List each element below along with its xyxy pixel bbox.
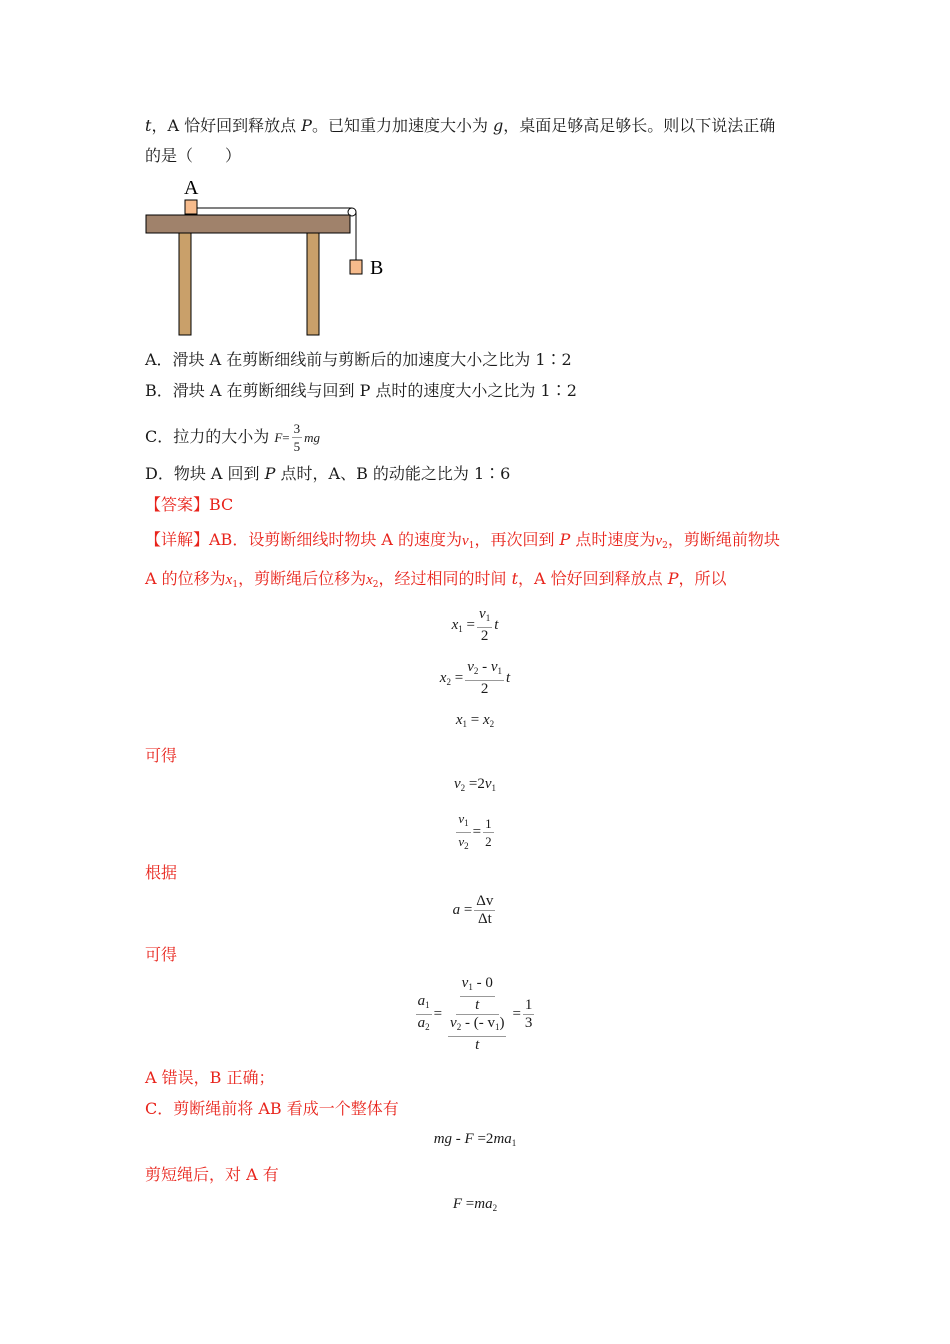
answer: 【答案】BC bbox=[145, 495, 234, 514]
text-keyi-1: 可得 bbox=[145, 746, 178, 765]
label-b: B bbox=[370, 257, 384, 279]
equation-6: a = $\frac{\Delta v}{\Delta t}$ bbox=[452, 893, 494, 927]
option-c: C．拉力的大小为 F= $\frac{3}{5}$ mg bbox=[145, 421, 321, 454]
table-leg-right bbox=[307, 233, 319, 335]
equation-3: $x_1 = x_2$ bbox=[455, 712, 495, 729]
question-line-2: 的是（ ） bbox=[145, 146, 242, 165]
option-d: D．物块 A 回到 P 点时，A、B 的动能之比为 1∶6 bbox=[145, 464, 511, 483]
table-pulley-figure bbox=[140, 172, 400, 346]
equation-5: $\frac{v_1}{v_2}$ = $\frac{1}{2}$ bbox=[458, 811, 492, 851]
equation-8: mg - $F =2ma_1$ bbox=[433, 1131, 517, 1148]
equation-7: $\frac{a_1}{a_2}$ = $\frac{\frac{v_1 - 0}{t}}{\frac{v_2 - (- v_1)}{t}}$ = $\frac{1}{3}$ bbox=[417, 975, 533, 1053]
table-top bbox=[146, 215, 350, 233]
question-line-1: t，A 恰好回到释放点 P。已知重力加速度大小为 g，桌面足够高足够长。则以下说法正确 bbox=[145, 116, 776, 135]
detail-line-2: A 的位移为$x_1$，剪断绳后位移为$x_2$，经过相同的时间 t，A 恰好回到释放点 P，所以 bbox=[145, 569, 727, 590]
text-keyi-2: 可得 bbox=[145, 945, 178, 964]
block-b bbox=[350, 260, 362, 274]
text-conclusion: A 错误，B 正确； bbox=[145, 1068, 275, 1087]
equation-1: $x_1$ = $\frac{v_1}{2}$ t bbox=[451, 606, 499, 644]
var-t: t bbox=[145, 116, 152, 135]
table-leg-left bbox=[179, 233, 191, 335]
label-a: A bbox=[184, 177, 199, 199]
text-c-line: C．剪断绳前将 AB 看成一个整体有 bbox=[145, 1099, 399, 1118]
block-a bbox=[185, 200, 197, 214]
equation-4: $v_2 =2v_1$ bbox=[453, 776, 497, 793]
option-b: B．滑块 A 在剪断细线与回到 P 点时的速度大小之比为 1∶2 bbox=[145, 381, 577, 400]
option-a: A．滑块 A 在剪断细线前与剪断后的加速度大小之比为 1∶2 bbox=[145, 350, 572, 369]
equation-9: $F =ma_2$ bbox=[452, 1196, 498, 1213]
detail-line-1: 【详解】AB．设剪断细线时物块 A 的速度为$v_1$，再次回到 P 点时速度为$v_2$，剪断绳前物块 bbox=[145, 530, 780, 551]
fraction-3-5: $\frac{3}{5}$ bbox=[293, 421, 301, 454]
text-genju: 根据 bbox=[145, 863, 178, 882]
table-pulley-diagram bbox=[140, 172, 400, 342]
text-cut-line: 剪短绳后，对 A 有 bbox=[145, 1165, 279, 1184]
equation-2: $x_2$ = $\frac{v_2 - v_1}{2}$ t bbox=[439, 659, 511, 697]
